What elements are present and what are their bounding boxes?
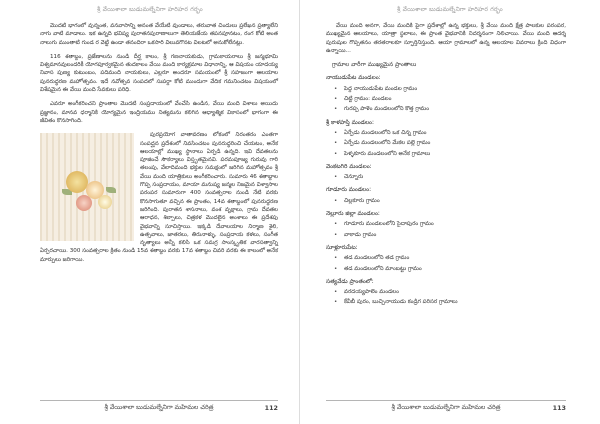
- list-item: • ఏర్పేడు మండలంలోని మేకల పల్లె గ్రామం: [326, 139, 566, 147]
- section-title: నెల్లూరు జిల్లా మండలం:: [326, 211, 380, 218]
- list-item: • కేవీబీ పురం, బుచ్చినాయుడు కండ్రిగ పరిసర గ్రామాలు: [326, 298, 566, 306]
- list-item: • గురప్ప పాళెం మండలంలోని కొత్త గ్రామం: [326, 105, 566, 113]
- section-title: నాయుడుపేట మండలం:: [326, 75, 381, 82]
- list-item: • చిట్టి గ్రామం: మండలం: [326, 95, 566, 103]
- right-footer: [326, 400, 566, 412]
- left-running-header: శ్రీ వేయిశాలా బుడుమల్నేనిగా హరిహర గర్భం: [97, 6, 203, 13]
- list-item: • పెళ్ళకూరు మండలంలోని అనేక గ్రామాలు: [326, 150, 566, 158]
- section-title: గూడూరు మండలం:: [326, 187, 372, 194]
- right-paragraph: వేయి మంది అనగా, వేయి మందికి పైగా ప్రదేశాల్లో ఉన్న భక్తులు, శ్రీ వేయి మంది క్షేత్ర పాలకుల పరంపర, ముఖ్యమైన ఆలయాలు, యాత్రా స్థలాలు, ఈ ప్రాంత వైభవానికి నిదర్శనంగా నిలిచాయి. వేయి మంది ఆదర్శ పురుషుల గొప్పతనం తరతరాలకూ స్ఫూర్తినిస్తుంది. ఆయా గ్రామాలలో ఉన్న ఆలయాల వివరాలు క్రింది విధంగా ఉన్నాయి...: [326, 23, 566, 54]
- list-item: • పెద్ద నాయుడుపేట మండల గ్రామం: [326, 85, 566, 93]
- section-title: శ్రీ కాళహస్తి మండలం:: [326, 119, 374, 126]
- section-title: సూళ్లూరుపేట:: [326, 244, 358, 251]
- list-item: • చిల్లకూరు గ్రామం: [326, 197, 566, 205]
- left-paragraph-2: 116 శతాబ్దం, ప్రజేణాలను నుండి దీర్ఘ కాలం, శ్రీ గణనాయకుడు, గ్రామకాయరాలు శ్రీ జన్మభూమి విశ్వమానవులందరికీ యోగపూర్వకమైన తుదకాలం వేయి మంది కార్యక్రమాల విధానాన్ని, ఆ విషయం యాదయ్య నివాస పుణ్య కుటుంబం, పదిమంది నాయకులు, ఎల్లరూ అందరూ సమయంలో శ్రీ సహజంగా ఆలయాల పునరుద్ధరణ మహోత్సవం. ఇదే నవోత్సవ సంపదలో సుపర్దా కోటి ముందుగా వేదిక గమనించటం విషయంలో విశేషమైన ఈ వేయి మంది సేవకులు పరిధి.: [40, 53, 278, 94]
- leaf-shape: [106, 187, 116, 193]
- list-item: • వాకాడు గ్రామం: [326, 231, 566, 239]
- section-title: వెంకటగిరి మండలం:: [326, 163, 372, 170]
- left-body: [40, 22, 278, 270]
- village-list: [326, 61, 566, 307]
- right-body: [326, 22, 566, 309]
- list-item: • తడ మండలంలోని మాంబట్టు గ్రామం: [326, 265, 566, 273]
- list-item: • గూడూరు మండలంలోని సైదాపురం గ్రామం: [326, 220, 566, 228]
- list-item: • ఏర్పేడు మండలంలోని ఒక చిన్న గ్రామం: [326, 129, 566, 137]
- list-item: • చెన్నూరు: [326, 173, 566, 181]
- left-paragraph-3: ఎవరూ అంగీకరించని ప్రాంతాల మొదటి సంప్రదాయంలో వేంచేసి ఉండిన, వేయి మంది విశాలు అయిదు ప్రజ్ఞానం, మానవ ధర్మానికి యోగ్యమైన ఇంద్రియము నిత్యమను కలిగిన ఆధ్యాత్మిక వికాసంలో భాగంగా ఈ జీవితం కొనసాగింది.: [40, 101, 278, 124]
- list-item: • తడ మండలంలోని తడ గ్రామం: [326, 254, 566, 262]
- left-footer-title: శ్రీ వేయిశాలా బుడుమల్నేనిగా మహిమల చరిత్ర: [104, 404, 214, 411]
- right-page: [300, 0, 600, 424]
- village-list-title: గ్రామాల వారీగా ముఖ్యమైన ప్రాంతాలు: [332, 62, 417, 69]
- list-item: • వరదయ్యపాలెం మండలం: [326, 288, 566, 296]
- left-paragraph-with-figure: పురప్రయోగ వాతావరణం లోకంలో నిరంతరం ఎంతగా సంపద్ఘన ప్రదేశంలో నివసించటం పునరుద్ధరించి చేయటం, అనేక ఆలయాల్లో ముఖ్య స్థానాలు ఏర్పడి ఉన్నది. ఇవి దేవతలను పూజించే సౌకర్యాలు విస్తృతమైనవి. పరమపూజ్య గురువు గారి తలంపు, వేలాదిమంది భక్తుల సమక్షంలో జరిగిన మహోత్సవం శ్రీ వేయి మంది యాత్రికులు అంగీకరించారు. సుమారు 46 శతాబ్దాల గొప్ప సంప్రదాయం, మాయా మనుష్య జన్మల నిజమైన విశ్వాసాల పరంపర సుమారుగా 400 సంవత్సరాల నుండి నేటి వరకు కొనసాగుతూ వచ్చిన ఈ ప్రాంతం, 14వ శతాబ్దంలో పునరుద్ధరణ జరిగింది. పురాతన శాసనాలు, వంశ వృక్షాలు, గ్రామ దేవతల ఆరాధన, శిల్పాలు, చిత్రకళ మొదలైన అంశాలు ఈ ప్రదేశపు వైభవాన్ని సూచిస్తాయి. ఇక్కడి దేవాలయాల నిర్మాణ శైలి, ఉత్సవాలు, జాతరలు, తిరునాళ్ళు, సంప్రదాయ కళలు, సంగీత నృత్యాలు అన్నీ కలిసి ఒక సమగ్ర సాంస్కృతిక వారసత్వాన్ని ఏర్పరచాయి. 300 సంవత్సరాల క్రితం నుండి 15వ శతాబ్దం వరకు 17వ శతాబ్దం చివరి వరకు ఈ కాలంలో అనేక మార్పులు జరిగాయి.: [40, 132, 278, 263]
- left-paragraph-1: మొదటి భాగంలో వున్నంత, వనవాసాన్ని అనంత వేయేటి వుండాలు, తరువాత చిందులు ప్రలేఖన ప్రత్యాలేని నాగు వాటి మాడాలు. ఇక ఉన్నది భవిష్య పురాతనపురాణాలుగా తెలియజేయ తపనపూనటం, రంగ కోటి అంత నాలుగు ముంతాటి గుండ ర వెట్టి ఉండా తనందిరా ఒకసారి విలువగొనట విలటలో అనుకోలేనట్లు.: [40, 23, 278, 46]
- left-page-number: 112: [264, 404, 278, 412]
- right-page-number: 113: [552, 404, 566, 412]
- left-footer: [40, 400, 278, 412]
- right-footer-title: శ్రీ వేయిశాలా బుడుమల్నేనిగా మహిమల చరిత్ర: [391, 404, 501, 411]
- section-title: సత్యవేడు ప్రాంతంలో:: [326, 278, 374, 285]
- right-running-header: శ్రీ వేయిశాలా బుడుమల్నేనిగా హరిహర గర్భం: [397, 6, 503, 13]
- flower-photo: [40, 133, 134, 241]
